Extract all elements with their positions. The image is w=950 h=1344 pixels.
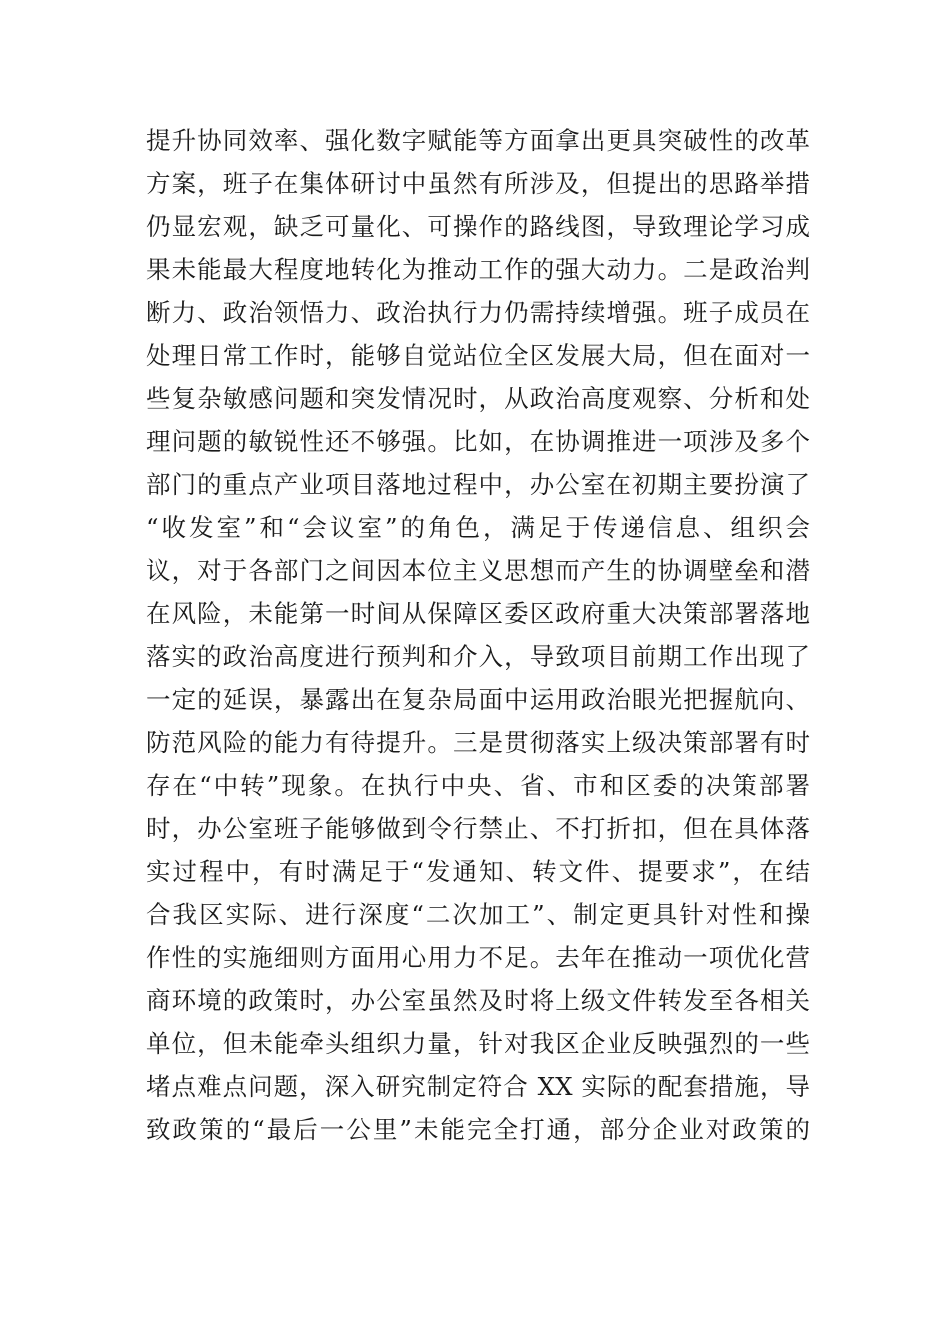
text-line: 处理日常工作时，能够自觉站位全区发展大局，但在面对一 xyxy=(146,341,810,370)
text-line: 些复杂敏感问题和突发情况时，从政治高度观察、分析和处 xyxy=(146,384,810,413)
text-line: 议，对于各部门之间因本位主义思想而产生的协调壁垒和潜 xyxy=(146,556,810,585)
text-line: 堵点难点问题，深入研究制定符合 XX 实际的配套措施，导 xyxy=(146,1072,810,1101)
text-line: 单位，但未能牵头组织力量，针对我区企业反映强烈的一些 xyxy=(146,1029,810,1058)
text-line: 部门的重点产业项目落地过程中，办公室在初期主要扮演了 xyxy=(146,470,810,499)
text-line: “收发室”和“会议室”的角色，满足于传递信息、组织会 xyxy=(146,513,810,542)
text-line: 存在“中转”现象。在执行中央、省、市和区委的决策部署 xyxy=(146,771,810,800)
text-line: 提升协同效率、强化数字赋能等方面拿出更具突破性的改革 xyxy=(146,126,810,155)
text-line: 作性的实施细则方面用心用力不足。去年在推动一项优化营 xyxy=(146,943,810,972)
text-line: 在风险，未能第一时间从保障区委区政府重大决策部署落地 xyxy=(146,599,810,628)
body-paragraph xyxy=(146,119,810,1151)
text-line: 防范风险的能力有待提升。三是贯彻落实上级决策部署有时 xyxy=(146,728,810,757)
text-line: 理问题的敏锐性还不够强。比如，在协调推进一项涉及多个 xyxy=(146,427,810,456)
text-line: 合我区实际、进行深度“二次加工”、制定更具针对性和操 xyxy=(146,900,810,929)
text-line: 致政策的“最后一公里”未能完全打通，部分企业对政策的 xyxy=(146,1115,810,1144)
text-line: 一定的延误，暴露出在复杂局面中运用政治眼光把握航向、 xyxy=(146,685,810,714)
text-line: 落实的政治高度进行预判和介入，导致项目前期工作出现了 xyxy=(146,642,810,671)
text-line: 商环境的政策时，办公室虽然及时将上级文件转发至各相关 xyxy=(146,986,810,1015)
text-line: 果未能最大程度地转化为推动工作的强大动力。二是政治判 xyxy=(146,255,810,284)
text-line: 方案，班子在集体研讨中虽然有所涉及，但提出的思路举措 xyxy=(146,169,810,198)
text-line: 实过程中，有时满足于“发通知、转文件、提要求”，在结 xyxy=(146,857,810,886)
text-line: 时，办公室班子能够做到令行禁止、不打折扣，但在具体落 xyxy=(146,814,810,843)
text-line: 断力、政治领悟力、政治执行力仍需持续增强。班子成员在 xyxy=(146,298,810,327)
text-line: 仍显宏观，缺乏可量化、可操作的路线图，导致理论学习成 xyxy=(146,212,810,241)
